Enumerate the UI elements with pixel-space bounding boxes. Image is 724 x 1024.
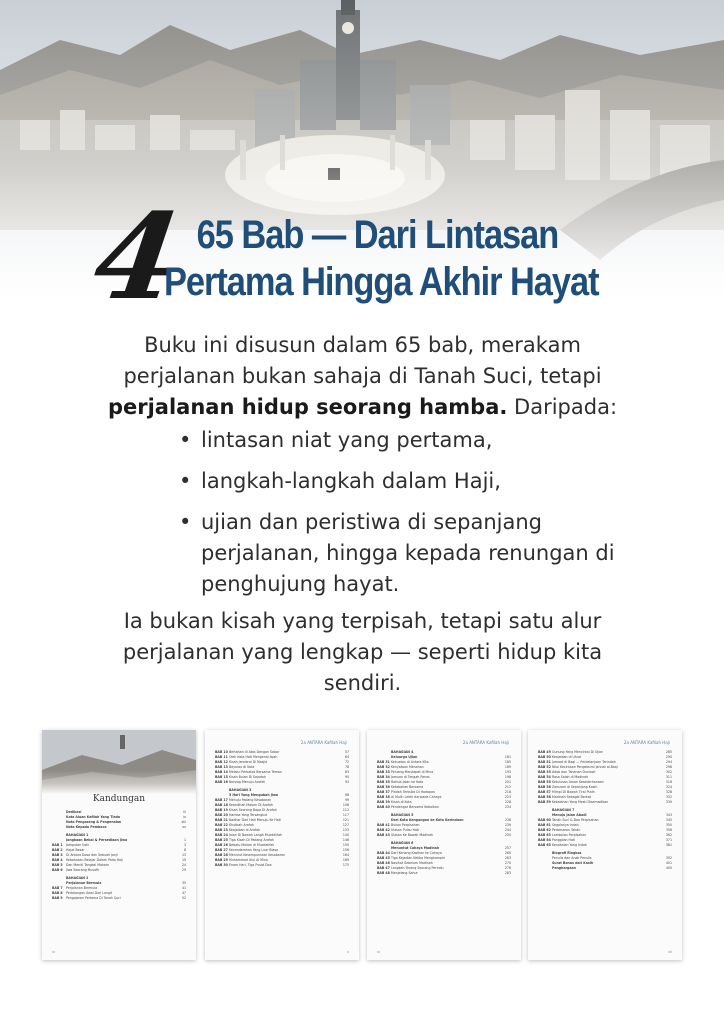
toc-row — [215, 863, 349, 868]
toc-chapter-label: BAB 56 — [538, 785, 551, 789]
toc-page-ref: 270 — [504, 861, 511, 865]
toc-chapter-label: BAB 20 — [215, 813, 228, 817]
toc-entry-title: Dan Meniti Tangkal Makam — [66, 863, 109, 867]
toc-page-ref: 146 — [342, 838, 349, 842]
toc-entry-title: Nota Kepada Pembaca — [66, 825, 107, 829]
toc-entry-title: Tanah Suci & Doa Perpisahan — [552, 818, 599, 822]
toc-page-ref: 1 — [183, 838, 186, 842]
toc-chapter-label: BAB 13 — [215, 765, 228, 769]
toc-chapter-label: BAB 62 — [538, 828, 551, 832]
toc-chapter-label: BAB 32 — [377, 765, 390, 769]
toc-entry-title: Perbesaran Takdir — [552, 828, 581, 832]
toc-page-ref: 189 — [504, 765, 511, 769]
page-number: v — [346, 950, 349, 954]
toc-page-ref: 112 — [342, 808, 349, 812]
toc-entry-title: Dedikasi — [66, 810, 82, 814]
toc-page-ref: 311 — [665, 775, 672, 779]
toc-page-ref: 283 — [504, 871, 511, 875]
toc-chapter-label: BAB 14 — [215, 770, 228, 774]
toc-entry-title: Bukan Perpisahan — [391, 823, 420, 827]
toc-page-ref: 156 — [342, 848, 349, 852]
chapter-title-line-1: 65 Bab — Dari Lintasan — [196, 213, 559, 257]
toc-entry-title: Ketabahan Bersama — [391, 785, 424, 789]
toc-entry-title: Tiga Kisah Di Padang Arafah — [229, 838, 275, 842]
page-number: vi — [377, 950, 381, 954]
toc-chapter-label: BAB 60 — [538, 818, 551, 822]
toc-page-ref: 127 — [342, 823, 349, 827]
toc-entry-title: Enam Hari, Tiga Pusat Doa — [229, 863, 272, 867]
toc-chapter-label: BAB 25 — [215, 838, 228, 842]
toc-page-ref: 29 — [181, 868, 186, 872]
toc-page-ref: 185 — [504, 760, 511, 764]
toc-page-ref: 19 — [181, 858, 186, 862]
toc-page-ref: 57 — [344, 750, 349, 754]
toc-page-thumbnail-3 — [367, 730, 521, 960]
toc-entry-title: Nadhar Dari Hati Menuju Ke Hati — [229, 818, 281, 822]
toc-page-ref: 238 — [504, 818, 511, 822]
toc-page-ref: 257 — [504, 846, 511, 850]
toc-page-ref: 332 — [665, 795, 672, 799]
toc-entry-title: Biografi Ringkas — [552, 851, 582, 855]
toc-page-ref: 218 — [504, 790, 511, 794]
toc-chapter-label: BAB 27 — [215, 848, 228, 852]
bullet-item: • lintasan niat yang pertama, — [176, 425, 646, 456]
toc-chapter-label: BAB 61 — [538, 823, 551, 827]
toc-chapter-label: BAB 3 — [52, 853, 63, 857]
toc-entry-title: Kecenderahan Yang Luar Biasa — [229, 848, 279, 852]
toc-chapter-label: BAB 21 — [215, 818, 228, 822]
toc-rows — [52, 810, 186, 901]
toc-entry-title: Gunung Yang Mencintai Di Ujian — [552, 750, 604, 754]
toc-entry-title: BAHAGIAN 1 — [66, 833, 89, 837]
toc-page-ref: 324 — [665, 785, 672, 789]
toc-entry-title: Melalui Perbatas Bersama Teman — [229, 770, 282, 774]
toc-chapter-label: BAB 38 — [377, 795, 390, 799]
page-number: iv — [52, 950, 56, 954]
toc-page-ref: 98 — [344, 793, 349, 797]
toc-chapter-label: BAB 33 — [377, 770, 390, 774]
toc-entry-title: Bertahan di Atas Dengan Sabar — [229, 750, 280, 754]
toc-entry-title: Jiwa Seorang Musafir — [66, 868, 100, 872]
toc-entry-title: Khutbah Arafah — [229, 823, 254, 827]
toc-page-ref: 298 — [665, 765, 672, 769]
toc-entry-title: Lambaian Perpisahan — [552, 833, 587, 837]
intro-text-2: Daripada: — [514, 395, 618, 419]
toc-entry-title: Langkah Terang Seorang Perindu — [391, 866, 444, 870]
closing-paragraph: Ia bukan kisah yang terpisah, tetapi satu alur perjalanan yang lengkap — seperti hidup kita sendiri. — [122, 609, 603, 695]
toc-entry-title: Keajaiban di Arafah — [229, 828, 261, 832]
toc-page-ref: 343 — [665, 813, 672, 817]
toc-page-ref: 250 — [504, 833, 511, 837]
toc-page-ref: 276 — [504, 866, 511, 870]
toc-chapter-label: BAB 16 — [215, 780, 228, 784]
toc-page-ref: 381 — [665, 843, 672, 847]
toc-page-ref: 350 — [665, 823, 672, 827]
toc-entry-title: Panggilan Hati — [552, 838, 576, 842]
toc-entry-title: Ulasan Ke Bawah Madinah — [391, 833, 434, 837]
toc-entry-title: BAHAGIAN 3 — [229, 788, 252, 792]
toc-page-ref: 64 — [344, 755, 349, 759]
toc-entry-title: Bebatu Malam di Muzdalifah — [229, 843, 275, 847]
toc-entry-title: Perjalanan Bermula — [66, 886, 98, 890]
toc-chapter-label: BAB 48 — [377, 871, 390, 875]
toc-chapter-label: BAB 11 — [215, 755, 228, 759]
toc-entry-title: Kisah Seorang Bapa Di Arafah — [229, 808, 277, 812]
toc-chapter-label: BAB 45 — [377, 856, 390, 860]
toc-chapter-label: BAB 4 — [52, 858, 63, 862]
toc-chapter-label: BAB 58 — [538, 795, 551, 799]
toc-entry-title: Dari Kota Kengangan ke Kota Kerinduan — [391, 818, 464, 822]
toc-chapter-label: BAB 1 — [52, 843, 63, 847]
toc-page-ref: 140 — [342, 833, 349, 837]
toc-page-ref: 234 — [504, 805, 511, 809]
toc-entry-title: Kekalahan Yang Mesti Disemadikan — [552, 800, 609, 804]
toc-chapter-label: BAB 54 — [538, 775, 551, 779]
toc-chapter-label: BAB 28 — [215, 853, 228, 857]
toc-entry-title: Kesedihan Malam Di Arafah — [229, 803, 273, 807]
toc-chapter-label: BAB 49 — [538, 750, 551, 754]
toc-entry-title: Jangkaan Bekal & Persediaan Jiwa — [66, 838, 128, 842]
toc-chapter-label: BAB 15 — [215, 775, 228, 779]
toc-entry-title: Kisah di Kota — [391, 800, 412, 804]
toc-rows — [538, 750, 672, 871]
toc-page-ref: ix — [183, 815, 186, 819]
toc-chapter-label: BAB 23 — [215, 828, 228, 832]
toc-page-ref: 106 — [342, 803, 349, 807]
toc-entry-title: Kenakalan Yang Indah — [552, 843, 587, 847]
toc-page-ref: 175 — [342, 863, 349, 867]
toc-page-ref: 302 — [665, 770, 672, 774]
toc-entry-title: Segalanya Indah — [552, 823, 579, 827]
toc-chapter-label: BAB 42 — [377, 828, 390, 832]
chapter-title-line-2: Pertama Hingga Akhir Hayat — [164, 260, 599, 304]
toc-entry-title: BAHAGIAN 7 — [552, 808, 575, 812]
toc-page-ref: 285 — [665, 750, 672, 754]
toc-entry-title: Rahsia Jalan ke Kota — [391, 780, 424, 784]
toc-page-ref: 212 — [504, 785, 511, 789]
toc-entry-title: Penghargaan — [552, 866, 576, 870]
toc-entry-title: Kisah Bulan Di Sejadah — [229, 775, 266, 779]
toc-entry-title: Madinah Sebagai Berkat — [552, 795, 591, 799]
toc-page-ref: 35 — [181, 881, 186, 885]
toc-page-ref: 83 — [344, 770, 349, 774]
toc-chapter-label: BAB 57 — [538, 790, 551, 794]
toc-row — [52, 896, 186, 901]
toc-entry-title: Bersiap Menuju Arafah — [229, 780, 266, 784]
toc-chapter-label: BAB 36 — [377, 785, 390, 789]
toc-chapter-label: BAB 18 — [215, 803, 228, 807]
toc-page-ref: 78 — [344, 765, 349, 769]
toc-entry-title: Adab dan Tahanan Duniawi — [552, 770, 596, 774]
toc-entry-title: Keluarga Ujian — [391, 755, 418, 759]
toc-page-ref: 201 — [504, 780, 511, 784]
toc-entry-title: BAHAGIAN 2 — [66, 876, 89, 880]
page-number: vii — [667, 950, 672, 954]
toc-chapter-label — [538, 866, 552, 871]
toc-entry-title: Ketulusan Aman Kesederhanaan — [552, 780, 604, 784]
toc-entry-title: Zamzam di Sepanjang Kasih — [552, 785, 598, 789]
toc-rows — [215, 750, 349, 868]
toc-chapter-label: BAB 31 — [377, 760, 390, 764]
toc-entry-title: Dari Kenang Kasihan ke Cahaya — [391, 851, 442, 855]
toc-chapter-label: BAB 19 — [215, 808, 228, 812]
toc-entry-title: Nilai Kecintaan Pengebumi Jannat al-Baqi — [552, 765, 618, 769]
toc-entry-title: Peluang Mendapat di Mina — [391, 770, 434, 774]
toc-page-ref: 72 — [344, 760, 349, 764]
toc-page-ref: 3 — [183, 843, 186, 847]
toc-page-ref: 150 — [342, 843, 349, 847]
toc-page-ref: 133 — [342, 828, 349, 832]
toc-entry-title: Bayaran di Kota — [229, 765, 255, 769]
toc-entry-title: Tiga Kejadian Ketika Menghampiri — [391, 856, 446, 860]
toc-chapter-label: BAB 30 — [215, 863, 228, 867]
toc-chapter-label: BAB 47 — [377, 866, 390, 870]
intro-paragraph — [90, 330, 635, 423]
bullet-item: • ujian dan peristiwa di sepanjang perjalanan, hingga kepada renungan di penghujung hayat. — [176, 507, 646, 600]
toc-chapter-label: BAB 63 — [538, 833, 551, 837]
toc-chapter-label: BAB 50 — [538, 755, 551, 759]
toc-entry-title: Menurut Kesempurnaan Kesabaran — [229, 853, 285, 857]
toc-entry-title: Jemputan Ilahi — [66, 843, 89, 847]
toc-chapter-label: BAB 7 — [52, 886, 63, 890]
toc-entry-title: Menjelang Sahur — [391, 871, 418, 875]
toc-entry-title: Kebahasan Belajar Dalam Pada Haji — [66, 858, 123, 862]
toc-entry-title: Hamba Yang Tersangkut — [229, 813, 268, 817]
toc-entry-title: Pengajaran Pertama Di Tanah Suci — [66, 896, 121, 900]
toc-chapter-label: BAB 8 — [52, 891, 63, 895]
toc-page-ref: 117 — [342, 813, 349, 817]
chapter-title — [164, 212, 599, 306]
toc-entry-title: Pindah Terbuka Di Hadapan — [391, 790, 435, 794]
chapter-number: 4 — [86, 187, 188, 326]
toc-entry-title: Oleh Kota Hati Mengenal Ayah — [229, 755, 278, 759]
toc-page-ref: 244 — [504, 828, 511, 832]
toc-page-ref: 223 — [504, 795, 511, 799]
intro-bold-text: perjalanan hidup seorang hamba. — [107, 395, 508, 419]
toc-page-ref: 169 — [342, 858, 349, 862]
toc-chapter-label: BAB 17 — [215, 798, 228, 802]
toc-entry-title: BAHAGIAN 5 — [391, 813, 414, 817]
toc-page-ref: 228 — [504, 800, 511, 804]
toc-entry-title: Menuju Jalan Abadi — [552, 813, 587, 817]
toc-page-ref: 401 — [665, 861, 672, 865]
toc-chapter-label: BAB 9 — [52, 896, 63, 900]
toc-page-ref: 362 — [665, 833, 672, 837]
toc-chapter-label: BAB 22 — [215, 823, 228, 827]
toc-entry-title: Pendengar Bersama Kebaikan — [391, 805, 439, 809]
toc-page-ref: 345 — [665, 818, 672, 822]
bullet-item: • langkah-langkah dalam Haji, — [176, 466, 646, 497]
toc-page-ref: 294 — [665, 760, 672, 764]
toc-chapter-label: BAB 26 — [215, 843, 228, 847]
toc-page-ref: 318 — [665, 780, 672, 784]
toc-chapter-label: BAB 46 — [377, 861, 390, 865]
toc-page-ref: 8 — [183, 848, 186, 852]
toc-entry-title: Muhammad Ulul Al Mina — [229, 858, 268, 862]
toc-chapter-label: BAB 59 — [538, 800, 551, 804]
toc-chapter-label: BAB 34 — [377, 775, 390, 779]
toc-chapter-label: BAB 53 — [538, 770, 551, 774]
toc-page-ref: 121 — [342, 818, 349, 822]
toc-entry-title: BAHAGIAN 4 — [391, 750, 414, 754]
toc-page-ref: 181 — [504, 755, 511, 759]
toc-page-ref: 405 — [665, 866, 672, 870]
toc-entry-title: Jumaat di Baqi — Perbelanjaan Terindah — [552, 760, 616, 764]
toc-page-ref: iii — [183, 810, 186, 814]
toc-entry-title: Rasa Salah di Madinah — [552, 775, 589, 779]
toc-chapter-label: BAB 64 — [538, 838, 551, 842]
running-header: 2a ANTARA Kafilah Haji — [623, 740, 670, 745]
toc-page-ref: 198 — [504, 775, 511, 779]
toc-rows — [377, 750, 511, 876]
toc-page-ref: 52 — [181, 896, 186, 900]
toc-page-ref: 239 — [504, 823, 511, 827]
toc-page-ref: 24 — [181, 863, 186, 867]
toc-entry-title: Mimpi Di Bawah Tirai Putih — [552, 790, 595, 794]
running-header: 2a ANTARA Kafilah Haji — [462, 740, 509, 745]
toc-entry-title: Menuntut Cahaya Madinah — [391, 846, 440, 850]
toc-entry-title: Penulis dan Anak Penulis — [552, 856, 592, 860]
toc-chapter-label: BAB 43 — [377, 833, 390, 837]
toc-entry-title: Keajaiban di Uhud — [552, 755, 581, 759]
toc-chapter-label: BAB 6 — [52, 868, 63, 872]
toc-page-ref: 41 — [181, 886, 186, 890]
toc-chapter-label: BAB 44 — [377, 851, 390, 855]
toc-entry-title: Jamuan di Tengah Panas — [391, 775, 430, 779]
toc-entry-title: 5 Hari Yang Mengubah Jiwa — [229, 793, 279, 797]
toc-title: Kandungan — [92, 794, 146, 804]
toc-page-ref: 371 — [665, 838, 672, 842]
toc-entry-title: Kekuatan di Antara Kita — [391, 760, 429, 764]
toc-entry-title: Kisah Jenderal Di Masjid — [229, 760, 268, 764]
toc-page-ref: 13 — [181, 853, 186, 857]
toc-entry-title: Pertolongan Awal Dari Langit — [66, 891, 113, 895]
toc-entry-title: Nota Pengarang & Pengenalan — [66, 820, 122, 824]
toc-page-ref: xiii — [181, 820, 186, 824]
toc-chapter-label: BAB 35 — [377, 780, 390, 784]
toc-chapter-label: BAB 65 — [538, 843, 551, 847]
toc-page-ref: 164 — [342, 853, 349, 857]
toc-page-ref: 47 — [181, 891, 186, 895]
toc-entry-title: Di Antara Dosa dan Sebuah Janji — [66, 853, 118, 857]
toc-chapter-label: BAB 37 — [377, 790, 390, 794]
toc-row — [538, 866, 672, 871]
running-header: 2a ANTARA Kafilah Haji — [300, 740, 347, 745]
toc-entry-title: Nasihat Sebelum Madinah — [391, 861, 433, 865]
toc-entry-title: Surat Bonus dari Kasih — [552, 861, 594, 865]
toc-chapter-label: BAB 51 — [538, 760, 551, 764]
toc-chapter-label: BAB 24 — [215, 833, 228, 837]
toc-page-ref: 93 — [344, 780, 349, 784]
toc-entry-title: Ulasan Pulau Hati — [391, 828, 420, 832]
toc-chapter-label: BAB 10 — [215, 750, 228, 754]
toc-chapter-label: BAB 39 — [377, 800, 390, 804]
toc-page-ref: 392 — [665, 856, 672, 860]
intro-text-1: Buku ini disusun dalam 65 bab, merakam perjalanan bukan sahaja di Tanah Suci, tetapi — [123, 333, 602, 388]
toc-chapter-label: BAB 41 — [377, 823, 390, 827]
toc-entry-title: Al Mulk: Lebih daripada Cahaya — [391, 795, 442, 799]
toc-page-thumbnail-1 — [42, 730, 196, 960]
toc-entry-title: Menuju Padang Kesabaran — [229, 798, 272, 802]
toc-page-ref: 263 — [504, 856, 511, 860]
toc-chapter-label: BAB 2 — [52, 848, 63, 852]
toc-page-ref: 328 — [665, 790, 672, 794]
toc-chapter-label: BAB 5 — [52, 863, 63, 867]
toc-entry-title: Perjalanan Bermula — [66, 881, 102, 885]
toc-page-thumbnail-2 — [205, 730, 359, 960]
toc-entry-title: Kata Aluan Kafilah Yang Tiada — [66, 815, 121, 819]
toc-chapter-label: BAB 52 — [538, 765, 551, 769]
toc-page-ref: 99 — [344, 798, 349, 802]
toc-chapter-label: BAB 55 — [538, 780, 551, 784]
toc-page-thumbnail-4 — [528, 730, 682, 960]
toc-chapter-label: BAB 29 — [215, 858, 228, 862]
toc-chapter-label: BAB 40 — [377, 805, 390, 809]
bullet-list — [176, 425, 646, 610]
toc-chapter-label: BAB 12 — [215, 760, 228, 764]
toc-page-ref: 290 — [665, 755, 672, 759]
toc-page-ref: 356 — [665, 828, 672, 832]
toc-page-ref: 90 — [344, 775, 349, 779]
toc-entry-title: BAHAGIAN 6 — [391, 841, 414, 845]
toc-row — [377, 871, 511, 876]
toc-page-ref: 339 — [665, 800, 672, 804]
toc-cover-photo — [42, 730, 196, 795]
toc-page-ref: 260 — [504, 851, 511, 855]
toc-entry-title: Hajat Besar — [66, 848, 85, 852]
toc-entry-title: Jalan Di Bawah Langit Muzdalifah — [229, 833, 283, 837]
toc-page-ref: xv — [182, 825, 186, 829]
toc-entry-title: Kenyataan Menahan — [391, 765, 424, 769]
toc-page-ref: 193 — [504, 770, 511, 774]
